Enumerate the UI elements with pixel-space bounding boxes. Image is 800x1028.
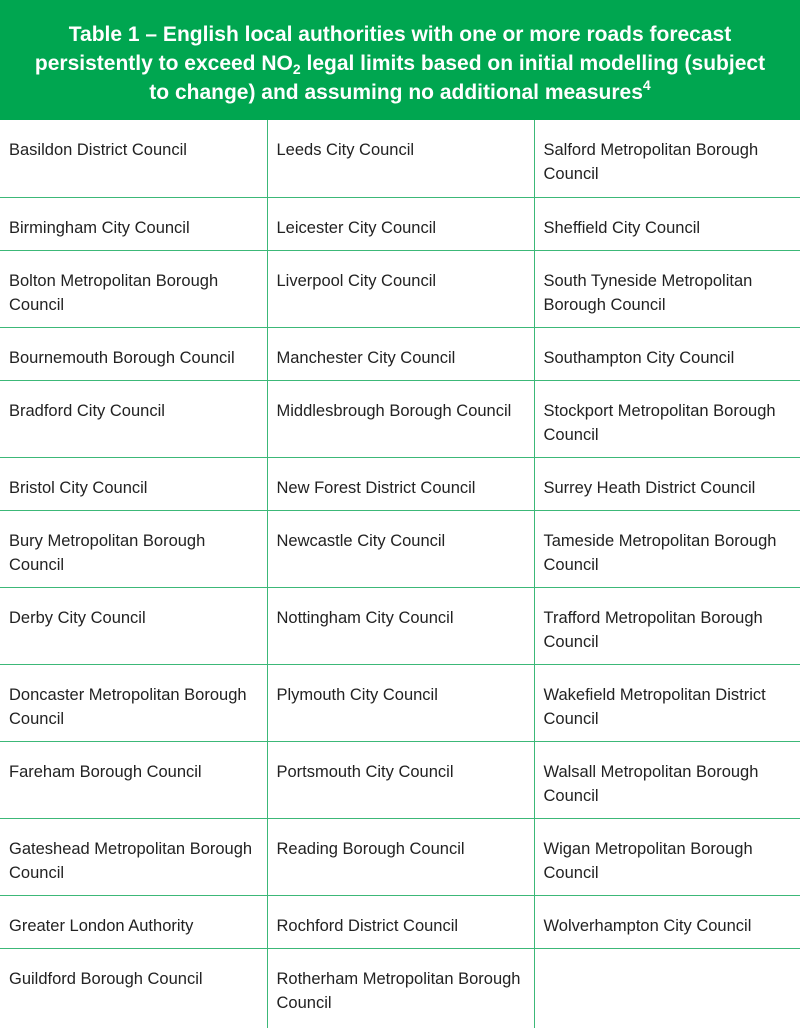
table-cell: Portsmouth City Council xyxy=(267,741,534,818)
table-cell: Nottingham City Council xyxy=(267,587,534,664)
table-cell: Bolton Metropolitan Borough Council xyxy=(0,250,267,327)
table-cell: Tameside Metropolitan Borough Council xyxy=(534,510,800,587)
table-row xyxy=(0,457,800,510)
table-cell: Doncaster Metropolitan Borough Council xyxy=(0,664,267,741)
table-cell: Fareham Borough Council xyxy=(0,741,267,818)
table-cell: Leeds City Council xyxy=(267,120,534,197)
table-cell: Greater London Authority xyxy=(0,895,267,948)
table-cell: Surrey Heath District Council xyxy=(534,457,800,510)
table-cell: Southampton City Council xyxy=(534,327,800,380)
table-cell: Guildford Borough Council xyxy=(0,948,267,1028)
table-cell: Wakefield Metropolitan District Council xyxy=(534,664,800,741)
table-cell: South Tyneside Metropolitan Borough Council xyxy=(534,250,800,327)
table-row xyxy=(0,327,800,380)
footnote-marker: 4 xyxy=(642,77,651,93)
table-cell: Bournemouth Borough Council xyxy=(0,327,267,380)
table-title xyxy=(0,0,800,120)
table-title-text-continued: legal limits based on initial modelling (subject to change) and assuming no additional measures xyxy=(149,52,766,104)
table-row xyxy=(0,380,800,457)
table-cell: Bury Metropolitan Borough Council xyxy=(0,510,267,587)
table-cell: Walsall Metropolitan Borough Council xyxy=(534,741,800,818)
table-row xyxy=(0,587,800,664)
table-row xyxy=(0,120,800,197)
table-cell: Bradford City Council xyxy=(0,380,267,457)
table-cell: Middlesbrough Borough Council xyxy=(267,380,534,457)
table-title-text: Table 1 – English local authorities with one or more roads forecast persistently to exceed NO xyxy=(34,23,732,75)
local-authorities-table xyxy=(0,120,800,1028)
table-cell: Sheffield City Council xyxy=(534,197,800,250)
table-cell: Plymouth City Council xyxy=(267,664,534,741)
table-cell: Rotherham Metropolitan Borough Council xyxy=(267,948,534,1028)
table-cell: New Forest District Council xyxy=(267,457,534,510)
table-cell: Bristol City Council xyxy=(0,457,267,510)
table-cell: Basildon District Council xyxy=(0,120,267,197)
table-cell: Reading Borough Council xyxy=(267,818,534,895)
table-cell: Gateshead Metropolitan Borough Council xyxy=(0,818,267,895)
table-row xyxy=(0,818,800,895)
table-cell: Rochford District Council xyxy=(267,895,534,948)
table-row xyxy=(0,895,800,948)
table-row xyxy=(0,250,800,327)
table-cell: Stockport Metropolitan Borough Council xyxy=(534,380,800,457)
table-cell: Wigan Metropolitan Borough Council xyxy=(534,818,800,895)
table-cell: Derby City Council xyxy=(0,587,267,664)
table-row xyxy=(0,197,800,250)
table-cell: Liverpool City Council xyxy=(267,250,534,327)
table-cell: Trafford Metropolitan Borough Council xyxy=(534,587,800,664)
table-row xyxy=(0,741,800,818)
title-subscript: 2 xyxy=(292,61,301,77)
table-row xyxy=(0,664,800,741)
table-cell: Newcastle City Council xyxy=(267,510,534,587)
table-cell: Leicester City Council xyxy=(267,197,534,250)
table-cell: Birmingham City Council xyxy=(0,197,267,250)
table-row xyxy=(0,948,800,1028)
table-cell: Salford Metropolitan Borough Council xyxy=(534,120,800,197)
table-row xyxy=(0,510,800,587)
table-cell: Manchester City Council xyxy=(267,327,534,380)
table-cell xyxy=(534,948,800,1028)
table-cell: Wolverhampton City Council xyxy=(534,895,800,948)
